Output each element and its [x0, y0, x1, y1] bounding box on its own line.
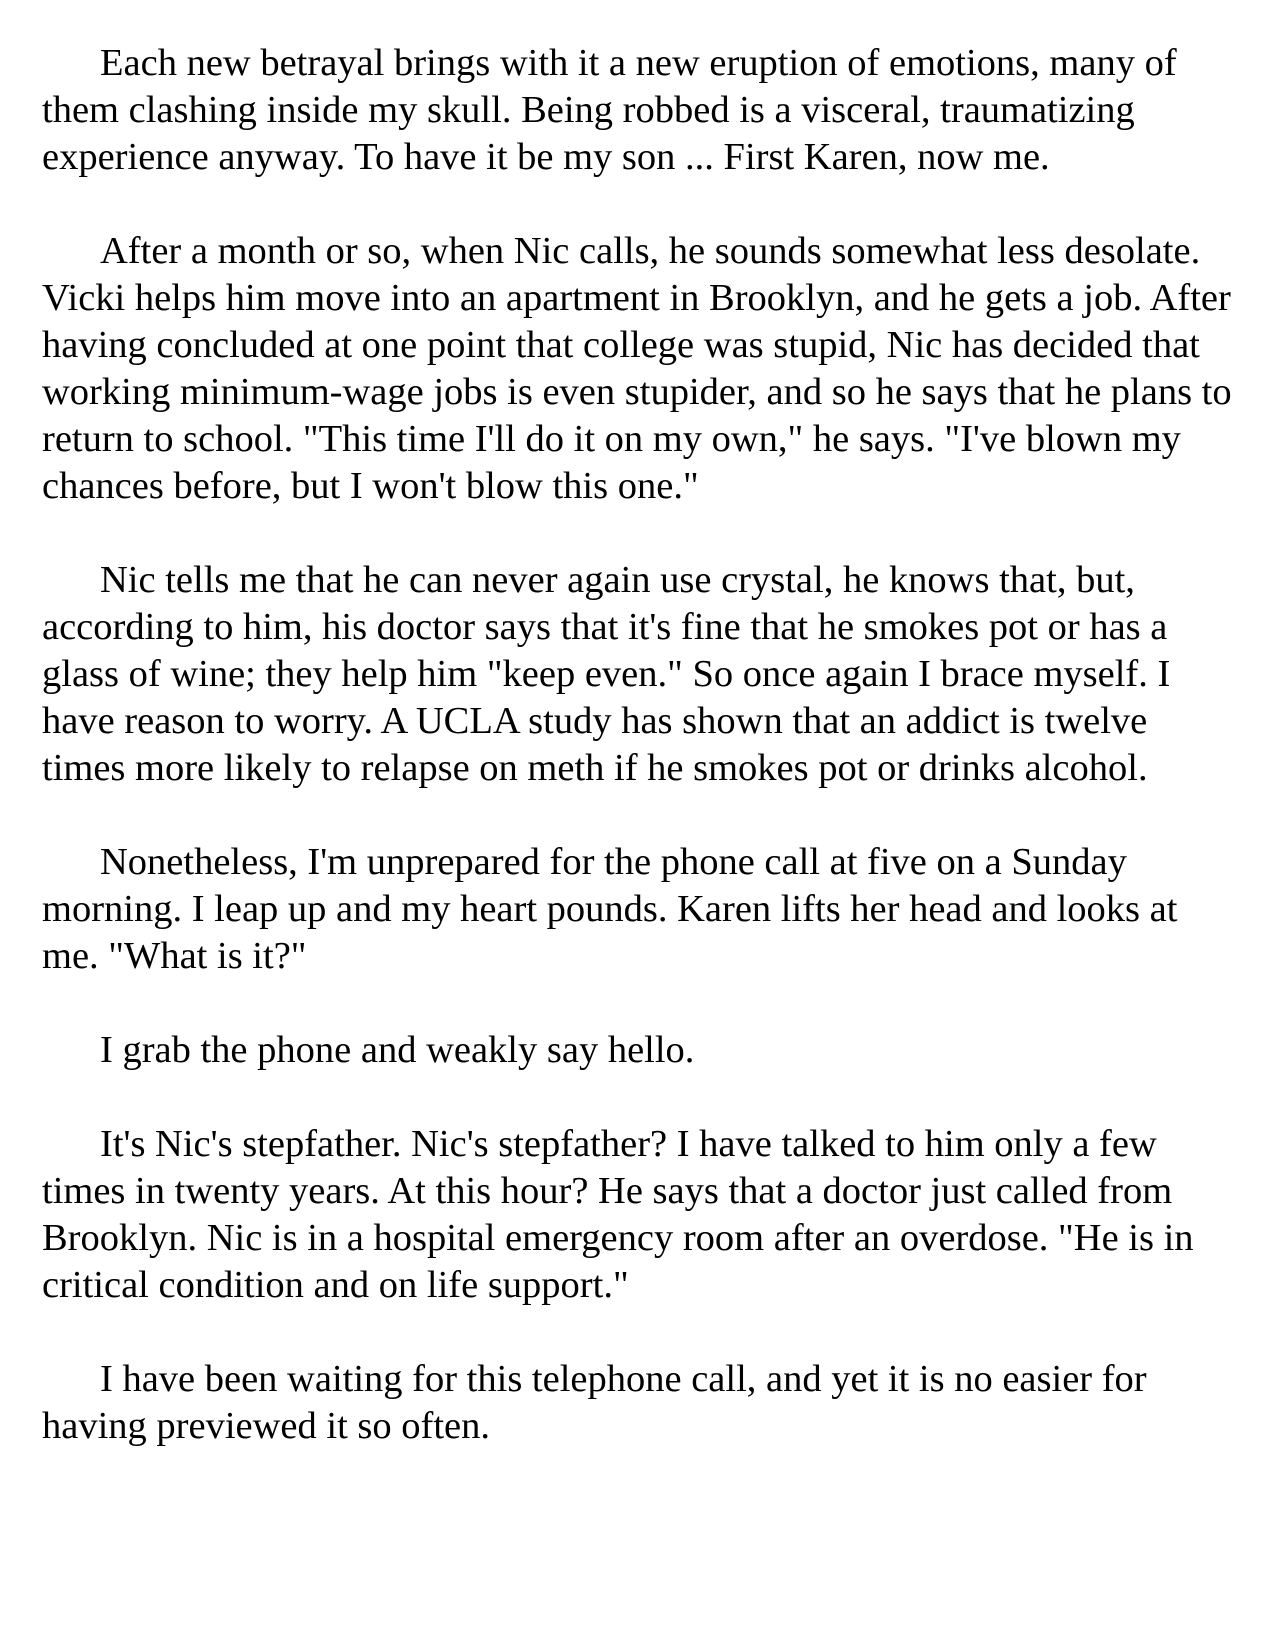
paragraph-4: Nonetheless, I'm unprepared for the phone call at five on a Sunday morning. I leap up and my heart pounds. Karen lifts her head and looks at me. "What is it?": [42, 841, 1178, 977]
paragraph-6: It's Nic's stepfather. Nic's stepfather? I have talked to him only a few times in twenty years. At this hour? He says that a doctor just called from Brooklyn. Nic is in a hospital emergency room after an overdose. "He is in critical condition and on life support.": [42, 1123, 1194, 1306]
paragraph-3: Nic tells me that he can never again use crystal, he knows that, but, according to him, his doctor says that it's fine that he smokes pot or has a glass of wine; they help him "keep even." So once again I brace myself. I have reason to worry. A UCLA study has shown that an addict is twelve times more likely to relapse on meth if he smokes pot or drinks alcohol.: [42, 559, 1171, 789]
paragraph-5: I grab the phone and weakly say hello.: [100, 1029, 695, 1071]
paragraph-7: I have been waiting for this telephone call, and yet it is no easier for having previewed it so often.: [42, 1358, 1147, 1447]
paragraph-2: After a month or so, when Nic calls, he sounds somewhat less desolate. Vicki helps him move into an apartment in Brooklyn, and he gets a job. After having concluded at one point that college was stupid, Nic has decided that working minimum-wage jobs is even stupider, and so he says that he plans to return to school. "This time I'll do it on my own," he says. "I've blown my chances before, but I won't blow this one.": [42, 230, 1232, 507]
paragraph-1: Each new betrayal brings with it a new eruption of emotions, many of them clashing inside my skull. Being robbed is a visceral, traumatizing experience anyway. To have it be my son ... First Karen, now me.: [42, 42, 1177, 178]
book-page: [42, 40, 1237, 1450]
